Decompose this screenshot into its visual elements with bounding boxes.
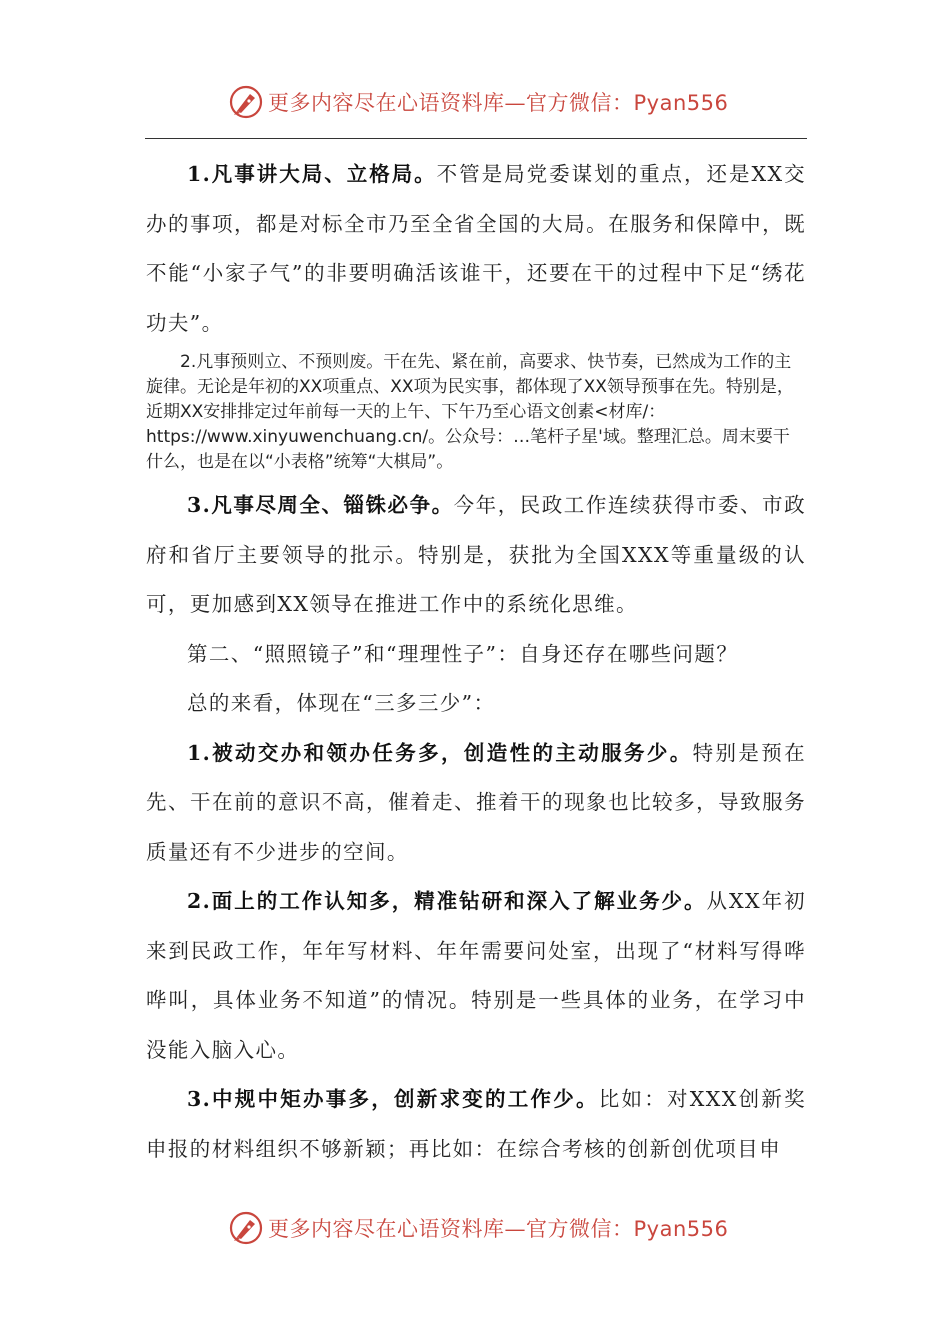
paragraph-8-heading: 3.中规中矩办事多，创新求变的工作少。: [187, 1087, 599, 1111]
banner-contact: Pyan556: [633, 1217, 729, 1241]
paragraph-7-heading: 2.面上的工作认知多，精准钻研和深入了解业务少。: [187, 889, 707, 913]
section-heading: 第二、“照照镜子”和“理理性子”：自身还存在哪些问题？: [187, 641, 739, 666]
banner-contact: Pyan556: [633, 91, 729, 115]
paragraph-6: [146, 729, 806, 878]
banner-text: [268, 1213, 728, 1243]
paragraph-1-text: 不管是局党委谋划的重点，还是XX交办的事项，都是对标全市乃至全省全国的大局。在服务和保障中，既不能“小家子气”的非要明确活该谁干，还要在干的过程中下足“绣花功夫”。: [146, 162, 806, 335]
banner-label: 更多内容尽在心语资料库—官方微信：: [268, 1217, 634, 1241]
paragraph-3-text: 今年，民政工作连续获得市委、市政府和省厅主要领导的批示。特别是，获批为全国XXX等重量级的认可，更加感到XX领导在推进工作中的系统化思维。: [146, 493, 806, 616]
banner-label: 更多内容尽在心语资料库—官方微信：: [268, 91, 634, 115]
paragraph-8: [146, 1075, 806, 1174]
paragraph-7: [146, 877, 806, 1075]
banner-text: [268, 87, 728, 117]
header-divider: [145, 138, 807, 139]
paragraph-8-text: 比如：对XXX创新奖申报的材料组织不够新颖；再比如：在综合考核的创新创优项目申: [146, 1087, 807, 1161]
paragraph-3: [146, 481, 806, 630]
paragraph-2: 2.凡事预则立、不预则废。干在先、紧在前，高要求、快节奏，已然成为工作的主旋律。无论是年初的XX项重点、XX项为民实事，都体现了XX领导预事在先。特别是，近期XX安排排定过年前每一天的上午、下午乃至心语文创素<材库/：https://www.xinyuwenchuang.cn/。公众号：…笔杆子星'域。整理汇总。周末要干什么，也是在以“小表格”统筹“大棋局”。: [146, 352, 794, 472]
paragraph-1-heading: 1.凡事讲大局、立格局。: [187, 162, 437, 186]
paragraph-1: [146, 150, 806, 348]
paragraph-3-heading: 3.凡事尽周全、锱铢必争。: [187, 493, 454, 517]
paragraph-7-text: 从XX年初来到民政工作，年年写材料、年年需要问处室，出现了“材料写得哗哗叫，具体业务不知道”的情况。特别是一些具体的业务，在学习中没能入脑入心。: [146, 889, 806, 1062]
paragraph-6-text: 特别是预在先、干在前的意识不高，催着走、推着干的现象也比较多，导致服务质量还有不少进步的空间。: [146, 740, 806, 864]
footer-banner: [228, 1208, 748, 1248]
summary-line: 总的来看，体现在“三多三少”：: [187, 691, 496, 715]
pen-nib-icon: [228, 1210, 264, 1246]
header-banner: [228, 82, 748, 122]
document-body: [146, 150, 806, 1174]
pen-nib-icon: [228, 84, 264, 120]
paragraph-6-heading: 1.被动交办和领办任务多，创造性的主动服务少。: [187, 740, 693, 765]
